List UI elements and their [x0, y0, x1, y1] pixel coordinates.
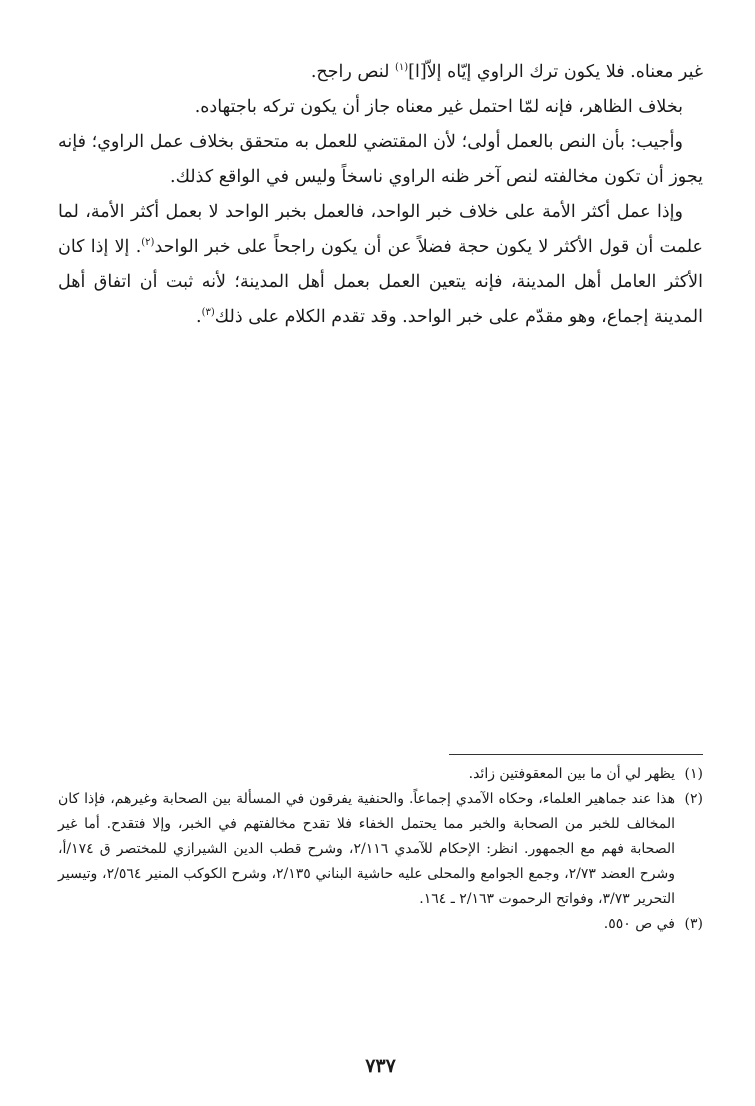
footnote-3 [58, 912, 703, 937]
book-page [58, 55, 703, 1077]
footnote-text: هذا عند جماهير العلماء، وحكاه الآمدي إجماعاً. والحنفية يفرقون في المسألة بين الصحابة وغيرهم، فإذا كان المخالف للخبر من الصحابة والخبر مما يحتمل الخفاء فلا تقدح مخالفتهم في الخبر، وإلا فتقدح. أما غير الصحابة فهم مع الجمهور. انظر: الإحكام للآمدي ٢/١١٦، وشرح قطب الدين الشيرازي للمختصر ق ١٧٤/أ، وشرح العضد ٢/٧٣، وجمع الجوامع والمحلى عليه حاشية البناني ٢/١٣٥، وشرح الكوكب المنير ٢/٥٦٤، وتيسير التحرير ٣/٧٣، وفواتح الرحموت ٢/١٦٣ ـ ١٦٤. [58, 791, 675, 907]
footnote-ref-3: (٣) [201, 307, 215, 319]
paragraph-4-text-a: وإذا عمل أكثر الأمة على خلاف خبر الواحد، فالعمل بخبر الواحد لا بعمل أكثر الأمة، لما علمت أن قول الأكثر لا يكون حجة فضلاً عن أن يكون راجحاً على خبر الواحد [58, 202, 703, 257]
footnote-number: (١) [684, 766, 703, 782]
footnote-number: (٣) [684, 916, 703, 932]
paragraph-4 [58, 195, 703, 335]
main-text [58, 55, 703, 335]
page-number: ٧٣٧ [365, 1055, 396, 1077]
footnote-text: يظهر لي أن ما بين المعقوفتين زائد. [468, 766, 675, 782]
footnote-divider [449, 754, 703, 755]
footnote-number: (٢) [684, 791, 703, 807]
paragraph-4-end: . [196, 307, 202, 327]
paragraph-3: وأجيب: بأن النص بالعمل أولى؛ لأن المقتضي للعمل به متحقق بخلاف عمل الراوي؛ فإنه يجوز أن تكون مخالفته لنص آخر ظنه الراوي ناسخاً وليس في الواقع كذلك. [58, 132, 703, 187]
paragraph-4-text-b: . إلا إذا كان الأكثر العامل أهل المدينة، فإنه يتعين العمل بعمل أهل المدينة؛ لأنه ثبت أن اتفاق أهل المدينة إجماع، وهو مقدّم على خبر الواحد. وقد تقدم الكلام على ذلك [58, 237, 703, 327]
paragraph-1 [58, 55, 703, 90]
footnotes [58, 762, 703, 937]
footnote-1 [58, 762, 703, 787]
paragraph-1-end: لنص راجح. [310, 62, 395, 82]
footnote-text: في ص ٥٥٠. [603, 916, 675, 932]
footnote-ref-1: (١) [394, 62, 409, 74]
paragraph-1-text: غير معناه. فلا يكون ترك الراوي إيّاه إلاّ[ا] [408, 62, 703, 82]
footnote-ref-2: (٢) [141, 237, 155, 249]
paragraph-2: بخلاف الظاهر، فإنه لمّا احتمل غير معناه جاز أن يكون تركه باجتهاده. [194, 97, 683, 117]
footnote-2 [58, 787, 703, 912]
